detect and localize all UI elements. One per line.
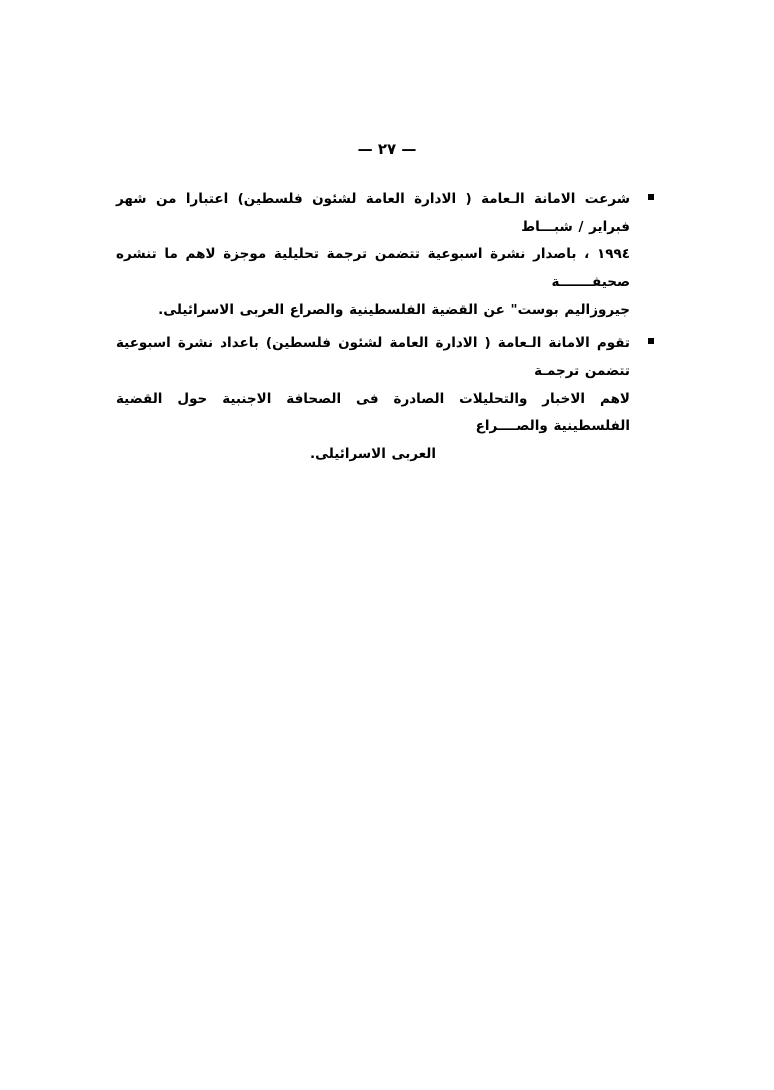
square-bullet-icon [648, 194, 654, 200]
paragraph-line: ١٩٩٤ ، باصدار نشرة اسبوعية تتضمن ترجمة تحليلية موجزة لاهم ما تنشره صحيفـــــــة [116, 246, 630, 291]
list-item [116, 186, 656, 324]
paragraph-text [116, 330, 630, 468]
paragraph-line: لاهم الاخبار والتحليلات الصادرة فى الصحافة الاجنبية حول القضية الفلسطينية والصــــراع [116, 390, 630, 435]
list-item [116, 330, 656, 468]
page-number: — ٢٧ — [357, 140, 417, 158]
document-body [116, 186, 656, 475]
paragraph-line: العربى الاسرائيلى. [309, 446, 436, 463]
paragraph-line: تقوم الامانة الـعامة ( الادارة العامة لشئون فلسطين) باعداد نشرة اسبوعية تتضمن ترجمـة [116, 335, 630, 380]
paragraph-line: شرعت الامانة الـعامة ( الادارة العامة لشئون فلسطين) اعتبارا من شهر فبراير / شبـــاط [116, 191, 630, 235]
square-bullet-icon [648, 338, 654, 344]
paragraph-text [116, 186, 630, 324]
paragraph-line: جيروزاليم بوست" عن القضية الفلسطينية والصراع العربى الاسرائيلى. [158, 301, 630, 318]
